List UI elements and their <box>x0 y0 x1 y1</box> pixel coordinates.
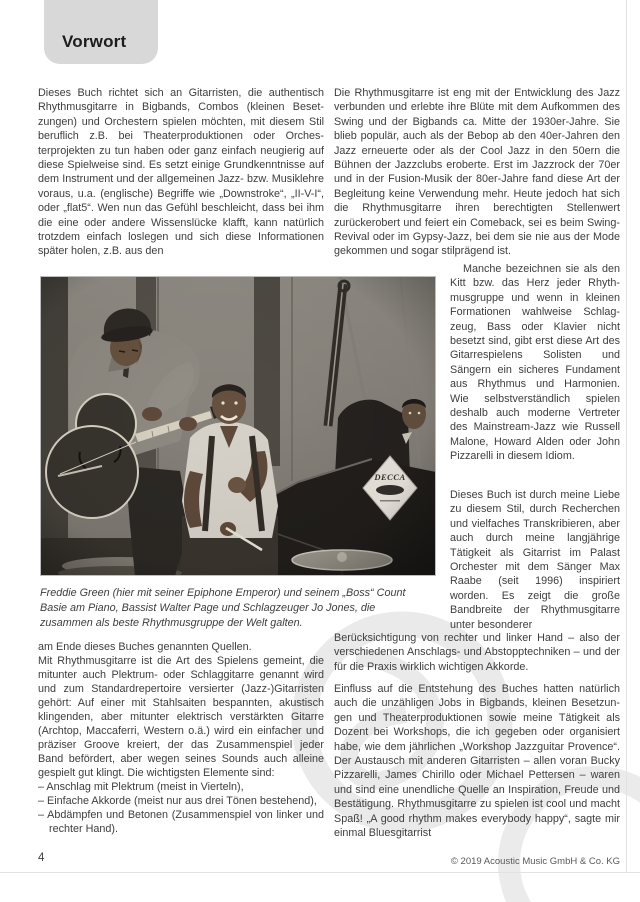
left-column-paragraph-2: Mit Rhythmusgitarre ist die Art des Spielens gemeint, die mitunter auch Plektrum- oder Schlaggitarre genannt wird und zum Standardrepertoire versierter (Jazz-)Gitarristen gehört: Auf einer mit Stahlsaiten bespannten, akustisch klingenden, aber mitunter elektrisch verstärkten Gitarre (Archtop, Maccaferri, Western o.ä.) wird ein einfacher und präziser Groove kreiert, der das Zusammenspiel jeder Band befördert, aber wegen seines Sounds auch alleine gespielt gut klingt. Die wichtigsten Elemente sind: <box>38 655 324 779</box>
right-column-paragraph-2-wide: Berücksichtigung von rechter und linker Hand – also der verschiedenen Anschlags- und Abstopptechniken – und der für die Praxis wirklich wichtigen Akkorde. <box>334 632 620 673</box>
left-column-paragraph-1: Dieses Buch richtet sich an Gitarristen, die authentisch Rhythmusgitarre in Bigbands, Combos (kleinen Besetzungen) und Orchestern spielen möchten, mit diesem Stil beruflich z.B. bei Theaterproduktionen oder Orchesterprojekten zu tun haben oder ganz einfach neugierig auf diese Spielweise sind. Es setzt einige Grundkenntnisse auf dem Instrument und der allgemeinen Jazz- bzw. Musiklehre voraus, u.a. (englische) Begriffe wie „Downstroke“, „II-V-I“, oder „flat5“. Wen nun das Gefühl beschleicht, dass bei ihm die eine oder andere Wissenslücke klafft, kann natürlich trotzdem einfach loslegen und sich diese Informationen später holen, z.B. aus den <box>38 87 324 258</box>
right-column-paragraph-1: Die Rhythmusgitarre ist eng mit der Entwicklung des Jazz verbunden und erlebte ihre Blüte mit dem Aufkommen des Swing und der Bigbands ca. Mitte der 1930er-Jahre. Sie blieb populär, auch als der Bebop ab den 40er-Jahren den Jazz erneuerte oder als der Cool Jazz in den 50ern die Bühnen der Jazzclubs eroberte. Erst im Jazzrock der 70er und in der Fusion-Musik der 80er-Jahre fand diese Art der Begleitung keine Verwendung mehr. Heute jedoch hat sich die Rhythmusgitarre ihren berechtigten Stellenwert zurückerobert und feiert ein Comeback, sei es beim Swing-Revival oder im Gypsy-Jazz, bei dem sie nie aus der Mode gekommen und sogar stilprägend ist. <box>334 87 620 258</box>
copyright-notice: © 2019 Acoustic Music GmbH & Co. KG <box>450 856 620 867</box>
page-number: 4 <box>38 852 45 864</box>
band-photo-illustration <box>40 276 436 576</box>
list-item: – Anschlag mit Plektrum (meist in Vierteln), <box>38 781 244 793</box>
page-title: Vorwort <box>62 32 127 51</box>
chapter-header-tab <box>44 0 158 64</box>
list-item: – Abdämpfen und Betonen (Zusammenspiel von linker und rechter Hand). <box>38 809 324 835</box>
page-edge-bottom <box>0 872 640 873</box>
right-column-paragraph-3: Einfluss auf die Entstehung des Buches hatten natürlich auch die unzähligen Jobs in Bigbands, kleinen Besetzungen und Theaterproduktionen sowie meine Tätigkeit als Dozent bei Workshops, die ich gegeben oder organisiert habe, wie dem jährlichen „Workshop Jazzguitar Provence“. Der Austausch mit anderen Gitarristen – allen voran Bucky Pizzarelli, James Chirillo oder Michael Pettersen – waren und sind eine unendliche Quelle an Inspiration, Freude und Bestätigung. Rhythmusgitarre zu spielen ist cool und macht Spaß! „A good rhythm makes everybody happy“, sagte mir einmal Bluesgitarrist <box>334 683 620 840</box>
right-column-paragraph-1-narrow: Manche bezeichnen sie als den Kitt bzw. das Herz jeder Rhythmusgruppe und wenn in kleinen Formationen wahlweise Schlagzeug, Bass oder Klavier nicht besetzt sind, gibt erst diese Art des Gitarrespielens Solisten und Sängern ein sicheres Fundament aus Rhythmus und Harmonien. Wie selbstverständlich spielen deshalb auch moderne Vertreter des Mainstream-Jazz wie Russell Malone, Howard Alden oder John Pizzarelli in diesem Idiom. <box>450 263 620 463</box>
left-column-continuation-line: am Ende dieses Buches genannten Quellen. <box>38 641 252 653</box>
right-column-paragraph-2-narrow: Dieses Buch ist durch meine Liebe zu diesem Stil, durch Recherchen und vielfaches Transkribieren, aber auch durch meine langjährige Tätigkeit als Gitarrist im Palast Orchester mit dem Sänger Max Raabe (seit 1996) inspiriert worden. Es zeigt die große Bandbreite der Rhythmusgitarre unter besonderer <box>450 489 620 631</box>
photo-caption: Freddie Green (hier mit seiner Epiphone Emperor) und seinem „Boss“ Count Basie am Piano, Bassist Walter Page und Schlagzeuger Jo Jones, die zusammen als beste Rhythmusgruppe der Welt galten. <box>40 587 406 629</box>
band-photo <box>40 276 436 576</box>
photo-vignette <box>40 276 436 576</box>
left-column-bottom <box>38 640 324 836</box>
page-edge-right <box>626 0 627 873</box>
list-item: – Einfache Akkorde (meist nur aus drei Tönen bestehend), <box>38 795 317 807</box>
